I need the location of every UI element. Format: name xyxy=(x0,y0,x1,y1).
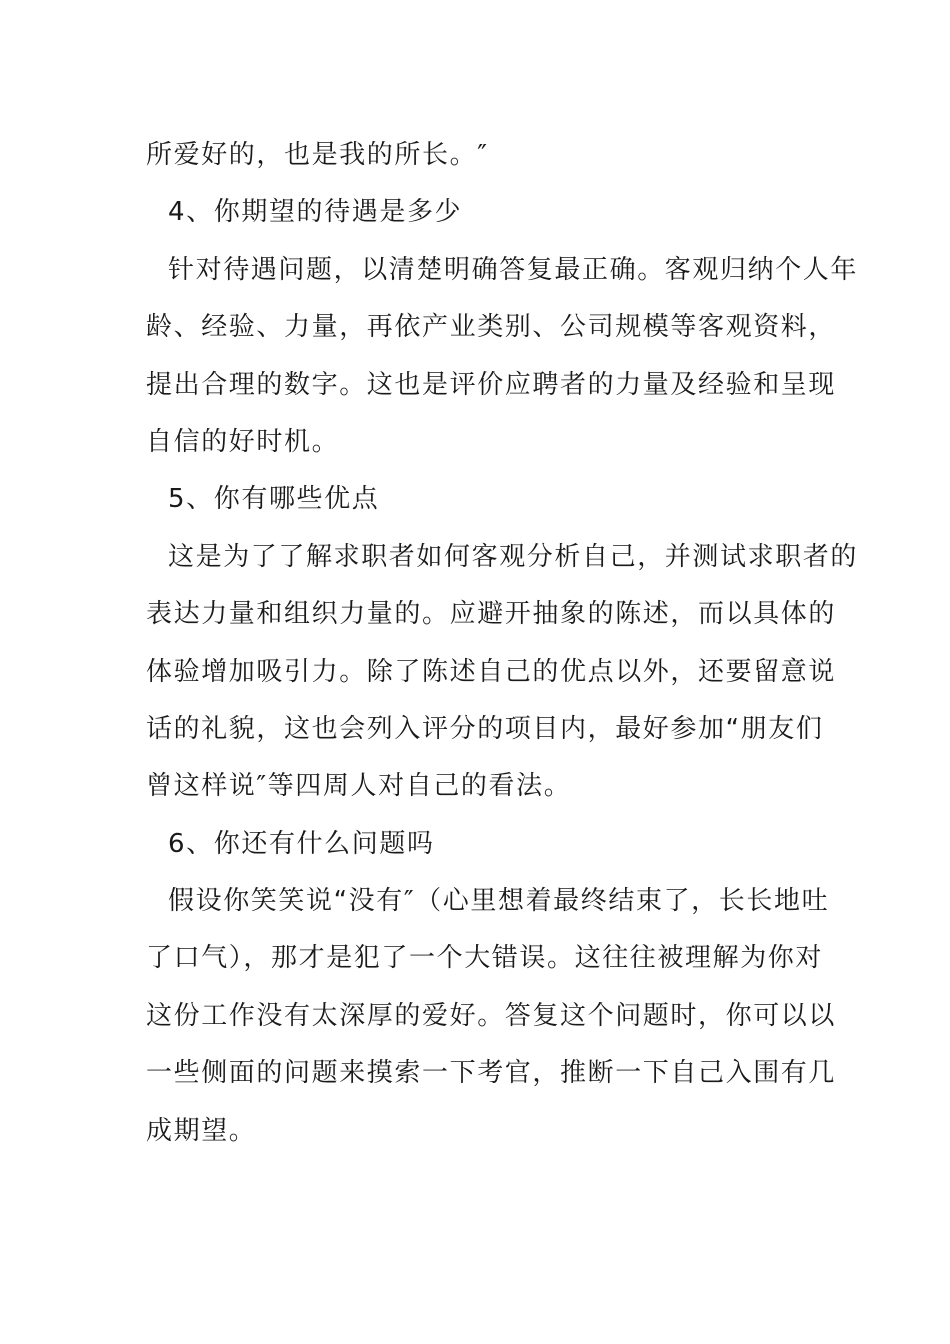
paragraph-line: 这是为了了解求职者如何客观分析自己，并测试求职者的 xyxy=(168,541,859,572)
paragraph-line: 了口气），那才是犯了一个大错误。这往往被理解为你对 xyxy=(146,943,824,974)
paragraph-line: 成期望。 xyxy=(146,1115,257,1146)
paragraph-line: 针对待遇问题，以清楚明确答复最正确。客观归纳个人年 xyxy=(168,254,859,285)
paragraph-line: 这份工作没有太深厚的爱好。答复这个问题时，你可以以 xyxy=(146,1000,837,1031)
paragraph-line: 自信的好时机。 xyxy=(146,426,340,457)
paragraph-line: 龄、经验、力量，再依产业类别、公司规模等客观资料， xyxy=(146,312,837,343)
paragraph-line: 表达力量和组织力量的。应避开抽象的陈述，而以具体的 xyxy=(146,599,837,630)
paragraph-line: 一些侧面的问题来摸索一下考官，推断一下自己入围有几 xyxy=(146,1058,837,1089)
paragraph-line: 假设你笑笑说“没有″（心里想着最终结束了，长长地吐 xyxy=(168,886,830,917)
section-heading: 5、你有哪些优点 xyxy=(168,484,380,515)
paragraph-line: 所爱好的，也是我的所长。″ xyxy=(146,140,489,170)
paragraph-line: 曾这样说″等四周人对自己的看法。 xyxy=(146,771,572,802)
paragraph-line: 话的礼貌，这也会列入评分的项目内，最好参加“朋友们 xyxy=(146,713,824,744)
document-body xyxy=(146,127,859,1160)
section-heading: 4、你期望的待遇是多少 xyxy=(168,197,463,228)
paragraph-line: 提出合理的数字。这也是评价应聘者的力量及经验和呈现 xyxy=(146,369,837,400)
paragraph-line: 体验增加吸引力。除了陈述自己的优点以外，还要留意说 xyxy=(146,656,837,687)
section-heading: 6、你还有什么问题吗 xyxy=(168,828,435,859)
